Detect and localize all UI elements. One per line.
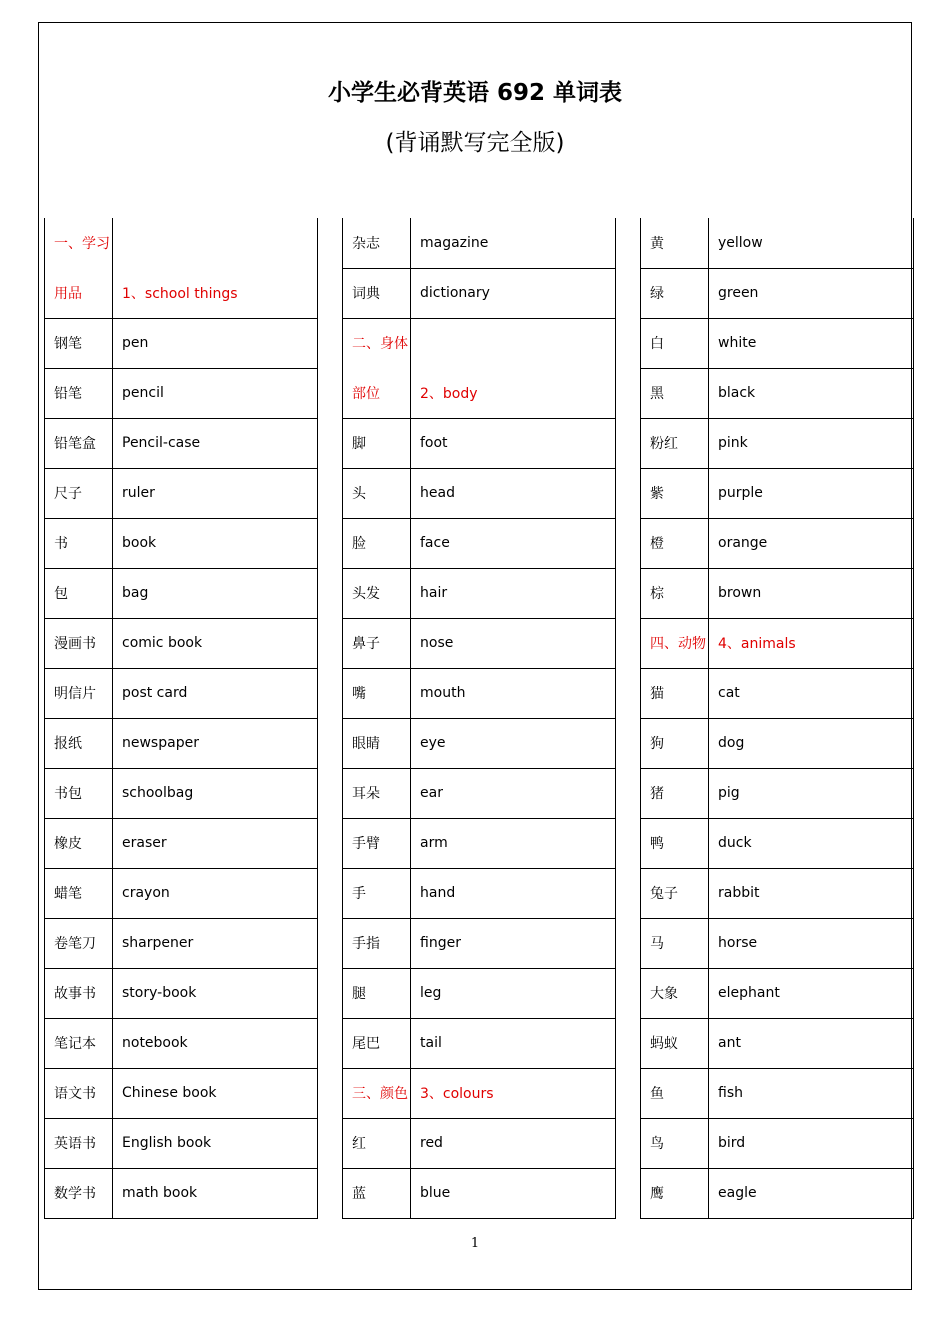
table-row xyxy=(641,468,914,518)
chinese-word: 马 xyxy=(641,918,709,968)
english-word: pig xyxy=(709,768,914,818)
chinese-word: 四、动物 xyxy=(641,618,709,668)
table-row xyxy=(45,968,318,1018)
english-word: 2、body xyxy=(411,368,616,418)
english-word: dictionary xyxy=(411,268,616,318)
english-word: eagle xyxy=(709,1168,914,1218)
chinese-word: 卷笔刀 xyxy=(45,918,113,968)
english-word: Pencil-case xyxy=(113,418,318,468)
table-row xyxy=(343,618,616,668)
table-row xyxy=(343,468,616,518)
chinese-word: 耳朵 xyxy=(343,768,411,818)
document-title: 小学生必背英语 692 单词表 xyxy=(327,80,623,106)
chinese-word: 语文书 xyxy=(45,1068,113,1118)
chinese-word: 绿 xyxy=(641,268,709,318)
english-word: notebook xyxy=(113,1018,318,1068)
table-row xyxy=(641,368,914,418)
chinese-word: 棕 xyxy=(641,568,709,618)
english-word: horse xyxy=(709,918,914,968)
english-word: magazine xyxy=(411,218,616,268)
chinese-word: 尾巴 xyxy=(343,1018,411,1068)
table-row xyxy=(343,268,616,318)
table-row xyxy=(641,718,914,768)
english-word: comic book xyxy=(113,618,318,668)
english-word: elephant xyxy=(709,968,914,1018)
table-row xyxy=(641,968,914,1018)
table-row xyxy=(343,818,616,868)
chinese-word: 脸 xyxy=(343,518,411,568)
table-row xyxy=(45,468,318,518)
english-word xyxy=(113,218,318,268)
english-word: ruler xyxy=(113,468,318,518)
table-row xyxy=(641,1118,914,1168)
chinese-word: 猫 xyxy=(641,668,709,718)
table-row xyxy=(45,568,318,618)
chinese-word: 包 xyxy=(45,568,113,618)
chinese-word: 鸟 xyxy=(641,1118,709,1168)
chinese-word: 手指 xyxy=(343,918,411,968)
chinese-word: 腿 xyxy=(343,968,411,1018)
english-word: dog xyxy=(709,718,914,768)
english-word: bird xyxy=(709,1118,914,1168)
vocab-table-1 xyxy=(44,218,318,1219)
english-word: finger xyxy=(411,918,616,968)
table-row xyxy=(641,568,914,618)
chinese-word: 蜡笔 xyxy=(45,868,113,918)
english-word: Chinese book xyxy=(113,1068,318,1118)
table-row xyxy=(45,418,318,468)
table-row xyxy=(45,718,318,768)
chinese-word: 猪 xyxy=(641,768,709,818)
table-row xyxy=(45,818,318,868)
english-word: foot xyxy=(411,418,616,468)
table-row xyxy=(343,668,616,718)
english-word: cat xyxy=(709,668,914,718)
chinese-word: 英语书 xyxy=(45,1118,113,1168)
english-word: ear xyxy=(411,768,616,818)
chinese-word: 蓝 xyxy=(343,1168,411,1218)
table-row xyxy=(45,768,318,818)
table-row xyxy=(343,1068,616,1118)
chinese-word: 杂志 xyxy=(343,218,411,268)
table-row xyxy=(343,518,616,568)
english-word: pink xyxy=(709,418,914,468)
english-word: rabbit xyxy=(709,868,914,918)
english-word: face xyxy=(411,518,616,568)
table-row xyxy=(45,318,318,368)
chinese-word: 白 xyxy=(641,318,709,368)
chinese-word: 大象 xyxy=(641,968,709,1018)
english-word: nose xyxy=(411,618,616,668)
chinese-word: 铅笔盒 xyxy=(45,418,113,468)
chinese-word: 鱼 xyxy=(641,1068,709,1118)
table-row xyxy=(641,918,914,968)
table-row xyxy=(641,768,914,818)
table-row xyxy=(641,868,914,918)
table-row xyxy=(343,418,616,468)
table-row xyxy=(343,1168,616,1218)
english-word: schoolbag xyxy=(113,768,318,818)
english-word: sharpener xyxy=(113,918,318,968)
english-word: post card xyxy=(113,668,318,718)
table-row xyxy=(45,918,318,968)
english-word: arm xyxy=(411,818,616,868)
table-row xyxy=(45,268,318,318)
table-row xyxy=(45,1118,318,1168)
table-row xyxy=(343,368,616,418)
chinese-word: 狗 xyxy=(641,718,709,768)
chinese-word: 脚 xyxy=(343,418,411,468)
english-word: pencil xyxy=(113,368,318,418)
english-word: fish xyxy=(709,1068,914,1118)
chinese-word: 书包 xyxy=(45,768,113,818)
english-word: hair xyxy=(411,568,616,618)
chinese-word: 粉红 xyxy=(641,418,709,468)
table-row xyxy=(45,1168,318,1218)
english-word: mouth xyxy=(411,668,616,718)
table-row xyxy=(45,668,318,718)
english-word: brown xyxy=(709,568,914,618)
chinese-word: 一、学习 xyxy=(45,218,113,268)
chinese-word: 兔子 xyxy=(641,868,709,918)
chinese-word: 橡皮 xyxy=(45,818,113,868)
table-row xyxy=(641,518,914,568)
table-row xyxy=(641,668,914,718)
english-word: crayon xyxy=(113,868,318,918)
table-row xyxy=(641,818,914,868)
table-row xyxy=(343,318,616,368)
english-word: green xyxy=(709,268,914,318)
chinese-word: 紫 xyxy=(641,468,709,518)
table-row xyxy=(45,868,318,918)
english-word: eye xyxy=(411,718,616,768)
table-row xyxy=(641,1068,914,1118)
page-number: 1 xyxy=(470,1236,480,1251)
table-row xyxy=(45,218,318,268)
english-word: story-book xyxy=(113,968,318,1018)
chinese-word: 头 xyxy=(343,468,411,518)
chinese-word: 蚂蚁 xyxy=(641,1018,709,1068)
table-row xyxy=(641,1168,914,1218)
chinese-word: 眼睛 xyxy=(343,718,411,768)
chinese-word: 书 xyxy=(45,518,113,568)
english-word xyxy=(411,318,616,368)
table-row xyxy=(641,318,914,368)
table-row xyxy=(641,268,914,318)
table-row xyxy=(45,618,318,668)
chinese-word: 铅笔 xyxy=(45,368,113,418)
table-row xyxy=(343,718,616,768)
english-word: English book xyxy=(113,1118,318,1168)
table-row xyxy=(641,418,914,468)
chinese-word: 用品 xyxy=(45,268,113,318)
table-row xyxy=(45,1018,318,1068)
english-word: white xyxy=(709,318,914,368)
table-row xyxy=(343,218,616,268)
table-row xyxy=(343,1018,616,1068)
english-word: red xyxy=(411,1118,616,1168)
table-row xyxy=(641,618,914,668)
english-word: 4、animals xyxy=(709,618,914,668)
vocab-table-2 xyxy=(342,218,616,1219)
english-word: 3、colours xyxy=(411,1068,616,1118)
english-word: eraser xyxy=(113,818,318,868)
chinese-word: 故事书 xyxy=(45,968,113,1018)
table-row xyxy=(641,218,914,268)
chinese-word: 三、颜色 xyxy=(343,1068,411,1118)
chinese-word: 尺子 xyxy=(45,468,113,518)
chinese-word: 手臂 xyxy=(343,818,411,868)
chinese-word: 嘴 xyxy=(343,668,411,718)
english-word: tail xyxy=(411,1018,616,1068)
chinese-word: 二、身体 xyxy=(343,318,411,368)
chinese-word: 笔记本 xyxy=(45,1018,113,1068)
table-row xyxy=(343,568,616,618)
document-subtitle: (背诵默写完全版) xyxy=(385,130,565,156)
chinese-word: 黑 xyxy=(641,368,709,418)
chinese-word: 词典 xyxy=(343,268,411,318)
table-row xyxy=(343,868,616,918)
english-word: yellow xyxy=(709,218,914,268)
english-word: purple xyxy=(709,468,914,518)
chinese-word: 橙 xyxy=(641,518,709,568)
chinese-word: 红 xyxy=(343,1118,411,1168)
chinese-word: 黄 xyxy=(641,218,709,268)
english-word: duck xyxy=(709,818,914,868)
english-word: math book xyxy=(113,1168,318,1218)
table-row xyxy=(45,518,318,568)
vocab-table-3 xyxy=(640,218,914,1219)
table-row xyxy=(641,1018,914,1068)
english-word: black xyxy=(709,368,914,418)
english-word: 1、school things xyxy=(113,268,318,318)
english-word: orange xyxy=(709,518,914,568)
chinese-word: 明信片 xyxy=(45,668,113,718)
chinese-word: 漫画书 xyxy=(45,618,113,668)
english-word: head xyxy=(411,468,616,518)
chinese-word: 头发 xyxy=(343,568,411,618)
table-row xyxy=(45,368,318,418)
chinese-word: 部位 xyxy=(343,368,411,418)
english-word: newspaper xyxy=(113,718,318,768)
english-word: pen xyxy=(113,318,318,368)
english-word: blue xyxy=(411,1168,616,1218)
chinese-word: 鼻子 xyxy=(343,618,411,668)
english-word: leg xyxy=(411,968,616,1018)
english-word: hand xyxy=(411,868,616,918)
table-row xyxy=(343,918,616,968)
chinese-word: 数学书 xyxy=(45,1168,113,1218)
table-row xyxy=(343,968,616,1018)
chinese-word: 鹰 xyxy=(641,1168,709,1218)
english-word: book xyxy=(113,518,318,568)
table-row xyxy=(343,768,616,818)
english-word: bag xyxy=(113,568,318,618)
chinese-word: 报纸 xyxy=(45,718,113,768)
chinese-word: 钢笔 xyxy=(45,318,113,368)
table-row xyxy=(343,1118,616,1168)
table-row xyxy=(45,1068,318,1118)
english-word: ant xyxy=(709,1018,914,1068)
chinese-word: 手 xyxy=(343,868,411,918)
chinese-word: 鸭 xyxy=(641,818,709,868)
